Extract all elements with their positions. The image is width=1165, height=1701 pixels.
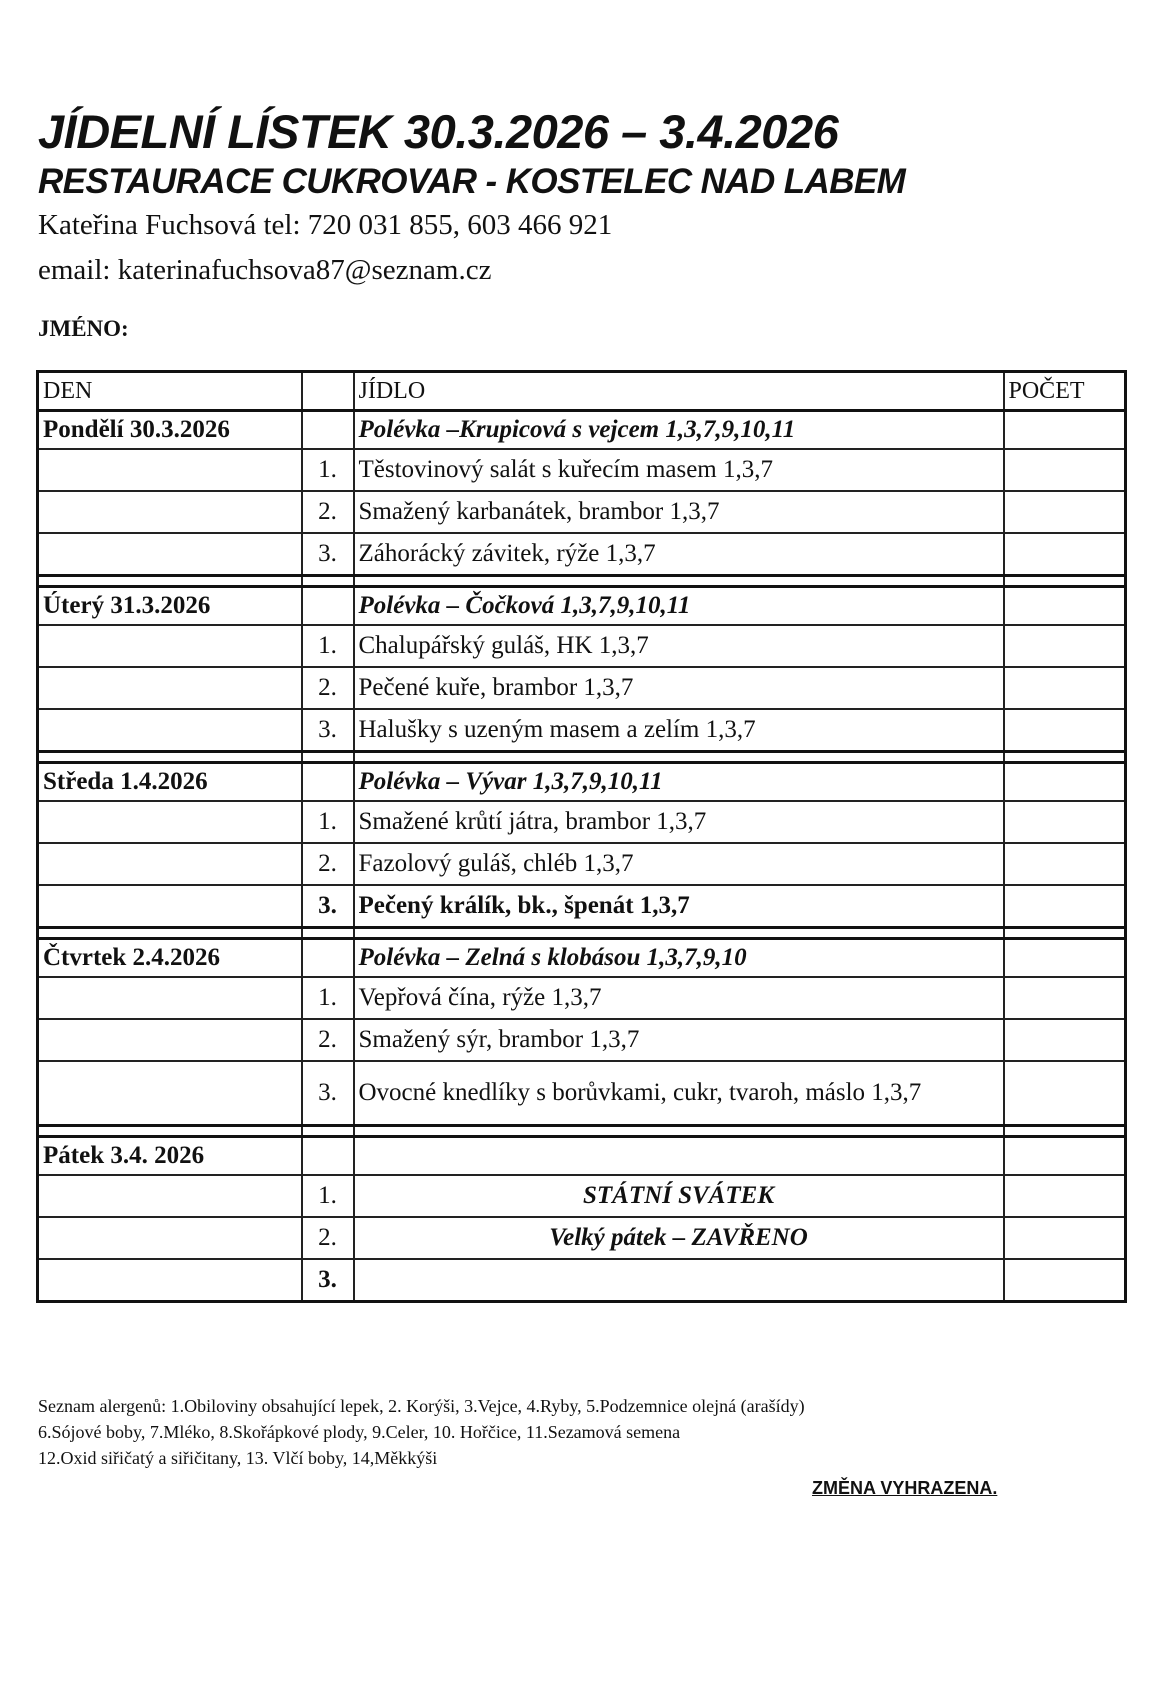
day-row-monday bbox=[38, 411, 1126, 450]
day-cell bbox=[38, 1019, 302, 1061]
count-cell[interactable] bbox=[1004, 1019, 1126, 1061]
count-cell[interactable] bbox=[1004, 977, 1126, 1019]
item-number: 2. bbox=[302, 1019, 354, 1061]
contact-phone: Kateřina Fuchsová tel: 720 031 855, 603 466 921 bbox=[38, 209, 613, 241]
table-row bbox=[38, 885, 1126, 928]
column-header-num bbox=[302, 372, 354, 411]
day-cell bbox=[38, 977, 302, 1019]
count-cell[interactable] bbox=[1004, 1175, 1126, 1217]
item-number: 1. bbox=[302, 801, 354, 843]
item-number: 2. bbox=[302, 1217, 354, 1259]
day-cell bbox=[38, 491, 302, 533]
day-cell bbox=[38, 1259, 302, 1302]
table-row bbox=[38, 449, 1126, 491]
item-number: 1. bbox=[302, 977, 354, 1019]
item-number: 1. bbox=[302, 625, 354, 667]
allergen-line: 12.Oxid siřičatý a siřičitany, 13. Vlčí boby, 14,Měkkýši bbox=[38, 1448, 438, 1468]
item-number: 1. bbox=[302, 449, 354, 491]
num-cell bbox=[302, 411, 354, 450]
restaurant-name: RESTAURACE CUKROVAR - KOSTELEC NAD LABEM bbox=[38, 162, 906, 201]
day-cell bbox=[38, 533, 302, 576]
count-cell[interactable] bbox=[1004, 885, 1126, 928]
num-cell bbox=[302, 763, 354, 802]
dish-cell: Fazolový guláš, chléb 1,3,7 bbox=[354, 843, 1004, 885]
table-row bbox=[38, 1259, 1126, 1302]
count-cell[interactable] bbox=[1004, 667, 1126, 709]
page-title: JÍDELNÍ LÍSTEK 30.3.2026 – 3.4.2026 bbox=[38, 105, 839, 158]
column-header-den: DEN bbox=[38, 372, 302, 411]
day-row-wednesday bbox=[38, 763, 1126, 802]
separator-row bbox=[38, 752, 1126, 763]
day-row-tuesday bbox=[38, 587, 1126, 626]
day-cell bbox=[38, 1175, 302, 1217]
count-cell[interactable] bbox=[1004, 763, 1126, 802]
table-row bbox=[38, 491, 1126, 533]
dish-cell: Vepřová čína, rýže 1,3,7 bbox=[354, 977, 1004, 1019]
name-label: JMÉNO: bbox=[38, 316, 129, 341]
table-row bbox=[38, 1019, 1126, 1061]
count-cell[interactable] bbox=[1004, 1137, 1126, 1176]
day-label: Pondělí 30.3.2026 bbox=[38, 411, 302, 450]
contact-email: email: katerinafuchsova87@seznam.cz bbox=[38, 254, 492, 286]
soup-cell: Polévka –Krupicová s vejcem 1,3,7,9,10,11 bbox=[354, 411, 1004, 450]
table-row bbox=[38, 977, 1126, 1019]
soup-cell: Polévka – Čočková 1,3,7,9,10,11 bbox=[354, 587, 1004, 626]
day-cell bbox=[38, 843, 302, 885]
dish-cell: Pečený králík, bk., špenát 1,3,7 bbox=[354, 885, 1004, 928]
item-number: 3. bbox=[302, 533, 354, 576]
item-number: 2. bbox=[302, 667, 354, 709]
dish-cell: Smažené krůtí játra, brambor 1,3,7 bbox=[354, 801, 1004, 843]
day-label: Pátek 3.4. 2026 bbox=[38, 1137, 302, 1176]
day-row-thursday bbox=[38, 939, 1126, 978]
day-cell bbox=[38, 709, 302, 752]
day-cell bbox=[38, 801, 302, 843]
num-cell bbox=[302, 1137, 354, 1176]
table-row bbox=[38, 667, 1126, 709]
allergen-line: 6.Sójové boby, 7.Mléko, 8.Skořápkové plody, 9.Celer, 10. Hořčice, 11.Sezamová semena bbox=[38, 1422, 681, 1442]
num-cell bbox=[302, 939, 354, 978]
day-label: Úterý 31.3.2026 bbox=[38, 587, 302, 626]
dish-cell: Pečené kuře, brambor 1,3,7 bbox=[354, 667, 1004, 709]
allergen-line: Seznam alergenů: 1.Obiloviny obsahující lepek, 2. Korýši, 3.Vejce, 4.Ryby, 5.Podzemnice olejná (arašídy) bbox=[38, 1396, 805, 1416]
soup-cell: Polévka – Vývar 1,3,7,9,10,11 bbox=[354, 763, 1004, 802]
day-cell bbox=[38, 1217, 302, 1259]
holiday-notice: STÁTNÍ SVÁTEK bbox=[354, 1175, 1004, 1217]
table-row bbox=[38, 1217, 1126, 1259]
day-row-friday bbox=[38, 1137, 1126, 1176]
count-cell[interactable] bbox=[1004, 587, 1126, 626]
item-number: 2. bbox=[302, 491, 354, 533]
count-cell[interactable] bbox=[1004, 843, 1126, 885]
dish-cell bbox=[354, 1259, 1004, 1302]
day-cell bbox=[38, 1061, 302, 1126]
separator-row bbox=[38, 1126, 1126, 1137]
count-cell[interactable] bbox=[1004, 801, 1126, 843]
table-row bbox=[38, 1061, 1126, 1126]
table-row bbox=[38, 1175, 1126, 1217]
table-row bbox=[38, 801, 1126, 843]
count-cell[interactable] bbox=[1004, 939, 1126, 978]
column-header-pocet: POČET bbox=[1004, 372, 1126, 411]
count-cell[interactable] bbox=[1004, 1259, 1126, 1302]
table-row bbox=[38, 709, 1126, 752]
item-number: 3. bbox=[302, 885, 354, 928]
item-number: 3. bbox=[302, 1061, 354, 1126]
count-cell[interactable] bbox=[1004, 533, 1126, 576]
count-cell[interactable] bbox=[1004, 709, 1126, 752]
allergen-list bbox=[38, 1393, 805, 1471]
count-cell[interactable] bbox=[1004, 1217, 1126, 1259]
dish-cell: Chalupářský guláš, HK 1,3,7 bbox=[354, 625, 1004, 667]
menu-table bbox=[36, 370, 1127, 1303]
count-cell[interactable] bbox=[1004, 625, 1126, 667]
count-cell[interactable] bbox=[1004, 491, 1126, 533]
dish-cell: Těstovinový salát s kuřecím masem 1,3,7 bbox=[354, 449, 1004, 491]
dish-cell: Záhorácký závitek, rýže 1,3,7 bbox=[354, 533, 1004, 576]
count-cell[interactable] bbox=[1004, 1061, 1126, 1126]
day-cell bbox=[38, 449, 302, 491]
day-cell bbox=[38, 885, 302, 928]
soup-cell bbox=[354, 1137, 1004, 1176]
dish-cell: Ovocné knedlíky s borůvkami, cukr, tvaroh, máslo 1,3,7 bbox=[354, 1061, 1004, 1126]
soup-cell: Polévka – Zelná s klobásou 1,3,7,9,10 bbox=[354, 939, 1004, 978]
day-cell bbox=[38, 667, 302, 709]
num-cell bbox=[302, 587, 354, 626]
item-number: 2. bbox=[302, 843, 354, 885]
separator-row bbox=[38, 928, 1126, 939]
dish-cell: Smažený sýr, brambor 1,3,7 bbox=[354, 1019, 1004, 1061]
table-row bbox=[38, 625, 1126, 667]
item-number: 1. bbox=[302, 1175, 354, 1217]
separator-row bbox=[38, 576, 1126, 587]
dish-cell: Halušky s uzeným masem a zelím 1,3,7 bbox=[354, 709, 1004, 752]
item-number: 3. bbox=[302, 709, 354, 752]
table-row bbox=[38, 843, 1126, 885]
change-note: ZMĚNA VYHRAZENA. bbox=[812, 1478, 998, 1498]
item-number: 3. bbox=[302, 1259, 354, 1302]
day-cell bbox=[38, 625, 302, 667]
day-label: Středa 1.4.2026 bbox=[38, 763, 302, 802]
column-header-jidlo: JÍDLO bbox=[354, 372, 1004, 411]
closed-notice: Velký pátek – ZAVŘENO bbox=[354, 1217, 1004, 1259]
dish-cell: Smažený karbanátek, brambor 1,3,7 bbox=[354, 491, 1004, 533]
table-row bbox=[38, 533, 1126, 576]
count-cell[interactable] bbox=[1004, 411, 1126, 450]
table-header-row bbox=[38, 372, 1126, 411]
day-label: Čtvrtek 2.4.2026 bbox=[38, 939, 302, 978]
count-cell[interactable] bbox=[1004, 449, 1126, 491]
